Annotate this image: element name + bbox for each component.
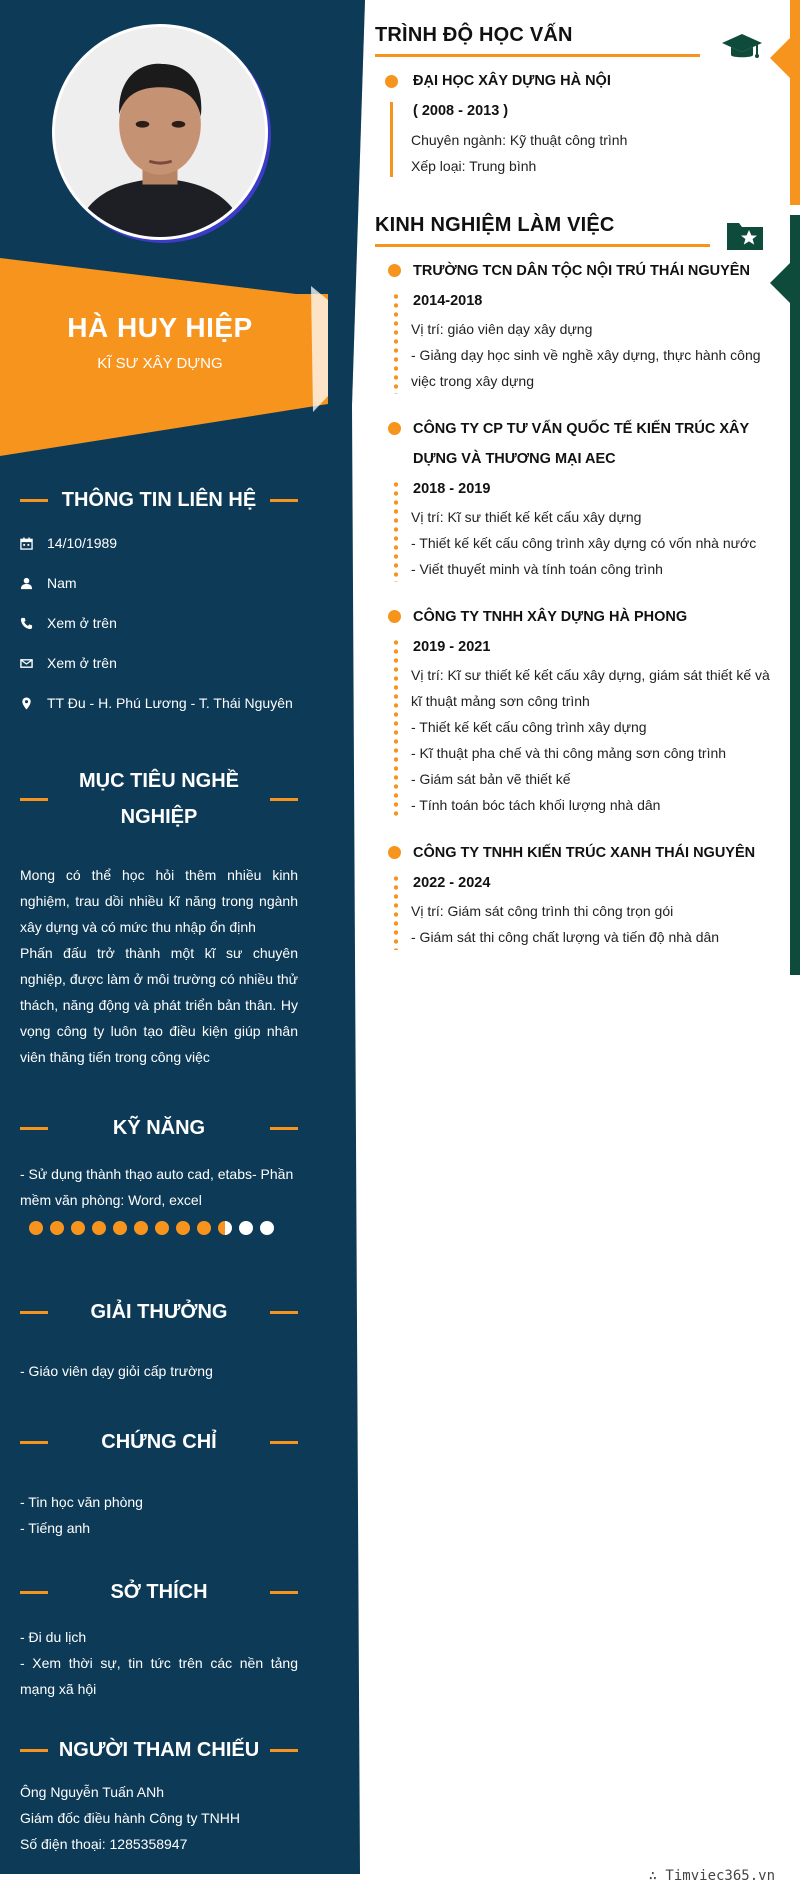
awards-title-text: GIẢI THƯỞNG [90,1301,228,1323]
education-title-underline [375,54,700,57]
education-school: ĐẠI HỌC XÂY DỰNG HÀ NỘI [413,73,611,89]
references-title-text: NGƯỜI THAM CHIẾU [58,1739,260,1761]
candidate-role: KĨ SƯ XÂY DỰNG [97,355,223,372]
title-bar-left [20,1441,48,1444]
job-3-details: Vị trí: Kĩ sư thiết kế kết cấu xây dựng, giám sát thiết kế và kĩ thuật mảng sơn công trình - Thiết kế kết cấu công trình xây dựng - Kĩ thuật pha chế và thi công mảng sơn công trình - Giám sát bản vẽ thiết kế - Tính toán bóc tách khối lượng nhà dân [411,667,770,813]
certificates-title-text: CHỨNG CHỈ [101,1431,217,1453]
title-bar-right [270,1749,298,1752]
objective-title-text [48,763,270,835]
education-timeline-bar [390,102,393,177]
skill-rating [29,1221,274,1235]
skill-dot-filled [197,1221,211,1235]
job-4-details: Vị trí: Giám sát công trình thi công trọn gói - Giám sát thi công chất lượng và tiến độ nhà dân [411,903,720,945]
contact-phone-value: Xem ở trên [47,615,117,631]
job-1-details: Vị trí: giáo viên dạy xây dựng - Giảng dạy học sinh về nghề xây dựng, thực hành công việc trong xây dựng [411,321,761,389]
job-4-period: 2022 - 2024 [413,875,491,891]
contact-birthday [20,535,300,551]
objective-title-line2: NGHIỆP [120,806,198,828]
skill-dot-filled [134,1221,148,1235]
title-bar-right [270,499,298,502]
job-bullet [388,264,401,277]
objective-text: Mong có thể học hỏi thêm nhiều kinh nghiệm, trau dồi nhiều kĩ năng trong ngành xây dựng và có mức thu nhập ổn định Phấn đấu trở thành một kĩ sư chuyên nghiệp, được làm ở môi trường có nhiều thử thách, năng động và phát triển bản thân. Hy vọng công ty luôn tạo điều kiện giúp nhân viên thăng tiến trong công việc [20,867,298,1065]
skill-dot-filled [155,1221,169,1235]
title-bar-right [270,1127,298,1130]
certificates-text: - Tin học văn phòng - Tiếng anh [20,1494,143,1536]
awards-text: - Giáo viên dạy giỏi cấp trường [20,1363,213,1379]
job-2-details: Vị trí: Kĩ sư thiết kế kết cấu xây dựng - Thiết kế kết cấu công trình xây dựng có vốn nhà nước - Viết thuyết minh và tính toán công trình [411,509,757,577]
job-bullet [388,846,401,859]
calendar-icon [20,537,47,550]
skills-section-title [20,1110,298,1146]
title-bar-right [270,1441,298,1444]
skill-dot-half [218,1221,232,1235]
skill-dot-empty [239,1221,253,1235]
contact-title-text: THÔNG TIN LIÊN HỆ [61,489,257,511]
skill-dot-empty [260,1221,274,1235]
contact-gender [20,575,300,591]
job-2-timeline [394,480,398,582]
graduation-cap-icon [722,30,762,64]
email-icon [20,657,47,670]
title-bar-left [20,1127,48,1130]
contact-section-title [20,482,298,518]
education-period: ( 2008 - 2013 ) [413,103,509,119]
hobbies-section-title [20,1574,298,1610]
portrait-image [55,27,265,237]
job-1-period: 2014-2018 [413,293,483,309]
contact-address-value: TT Đu - H. Phú Lương - T. Thái Nguyên [47,695,293,711]
references-text: Ông Nguyễn Tuấn ANh Giám đốc điều hành Công ty TNHH Số điện thoại: 1285358947 [20,1784,240,1852]
job-bullet [388,422,401,435]
candidate-name: HÀ HUY HIỆP [67,312,253,343]
sidebar [0,0,320,1893]
skill-dot-filled [29,1221,43,1235]
contact-email [20,655,300,671]
title-bar-left [20,798,48,801]
contact-phone [20,615,300,631]
experience-title-underline [375,244,710,247]
title-bar-right [270,1591,298,1594]
certificates-section-title [20,1424,298,1460]
hobbies-text: - Đi du lịch - Xem thời sự, tin tức trên các nền tảng mạng xã hội [20,1629,298,1697]
title-bar-left [20,1749,48,1752]
contact-address [20,695,300,711]
references-section-title [20,1732,298,1768]
phone-icon [20,617,47,630]
hobbies-title-text: SỞ THÍCH [110,1581,208,1603]
experience-section-title: KINH NGHIỆM LÀM VIỆC [375,214,615,236]
job-4-timeline [394,874,398,950]
title-bar-left [20,499,48,502]
job-bullet [388,610,401,623]
title-bar-left [20,1591,48,1594]
contact-birthday-value: 14/10/1989 [47,535,118,551]
job-4-company: CÔNG TY TNHH KIẾN TRÚC XANH THÁI NGUYÊN [413,845,756,861]
skill-dot-filled [71,1221,85,1235]
job-1-timeline [394,292,398,394]
location-pin-icon [20,697,47,710]
skill-dot-filled [50,1221,64,1235]
job-1-company: TRƯỜNG TCN DÂN TỘC NỘI TRÚ THÁI NGUYÊN [413,263,750,279]
education-details: Chuyên ngành: Kỹ thuật công trình Xếp loại: Trung bình [411,132,628,174]
objective-section-title [20,763,298,835]
briefcase-star-icon [725,218,765,252]
contact-email-value: Xem ở trên [47,655,117,671]
title-bar-right [270,798,298,801]
education-bullet [385,75,398,88]
job-2-period: 2018 - 2019 [413,481,491,497]
avatar [52,24,268,240]
skills-text: - Sử dụng thành thạo auto cad, etabs- Phần mềm văn phòng: Word, excel [20,1166,294,1208]
skill-dot-filled [176,1221,190,1235]
skills-title-text: KỸ NĂNG [112,1117,206,1139]
contact-gender-value: Nam [47,575,77,591]
job-3-company: CÔNG TY TNHH XÂY DỰNG HÀ PHONG [413,609,688,625]
education-section-title: TRÌNH ĐỘ HỌC VẤN [375,24,573,46]
user-icon [20,577,47,590]
awards-section-title [20,1294,298,1330]
job-2-company: CÔNG TY CP TƯ VẤN QUỐC TẾ KIẾN TRÚC XÂY DỰNG VÀ THƯƠNG MẠI AEC [413,421,749,467]
job-3-period: 2019 - 2021 [413,639,491,655]
title-bar-right [270,1311,298,1314]
objective-title-line1: MỤC TIÊU NGHỀ [79,770,239,792]
job-3-timeline [394,638,398,818]
title-bar-left [20,1311,48,1314]
skill-dot-filled [113,1221,127,1235]
skill-dot-filled [92,1221,106,1235]
watermark: ∴ Timviec365.vn [648,1868,775,1884]
